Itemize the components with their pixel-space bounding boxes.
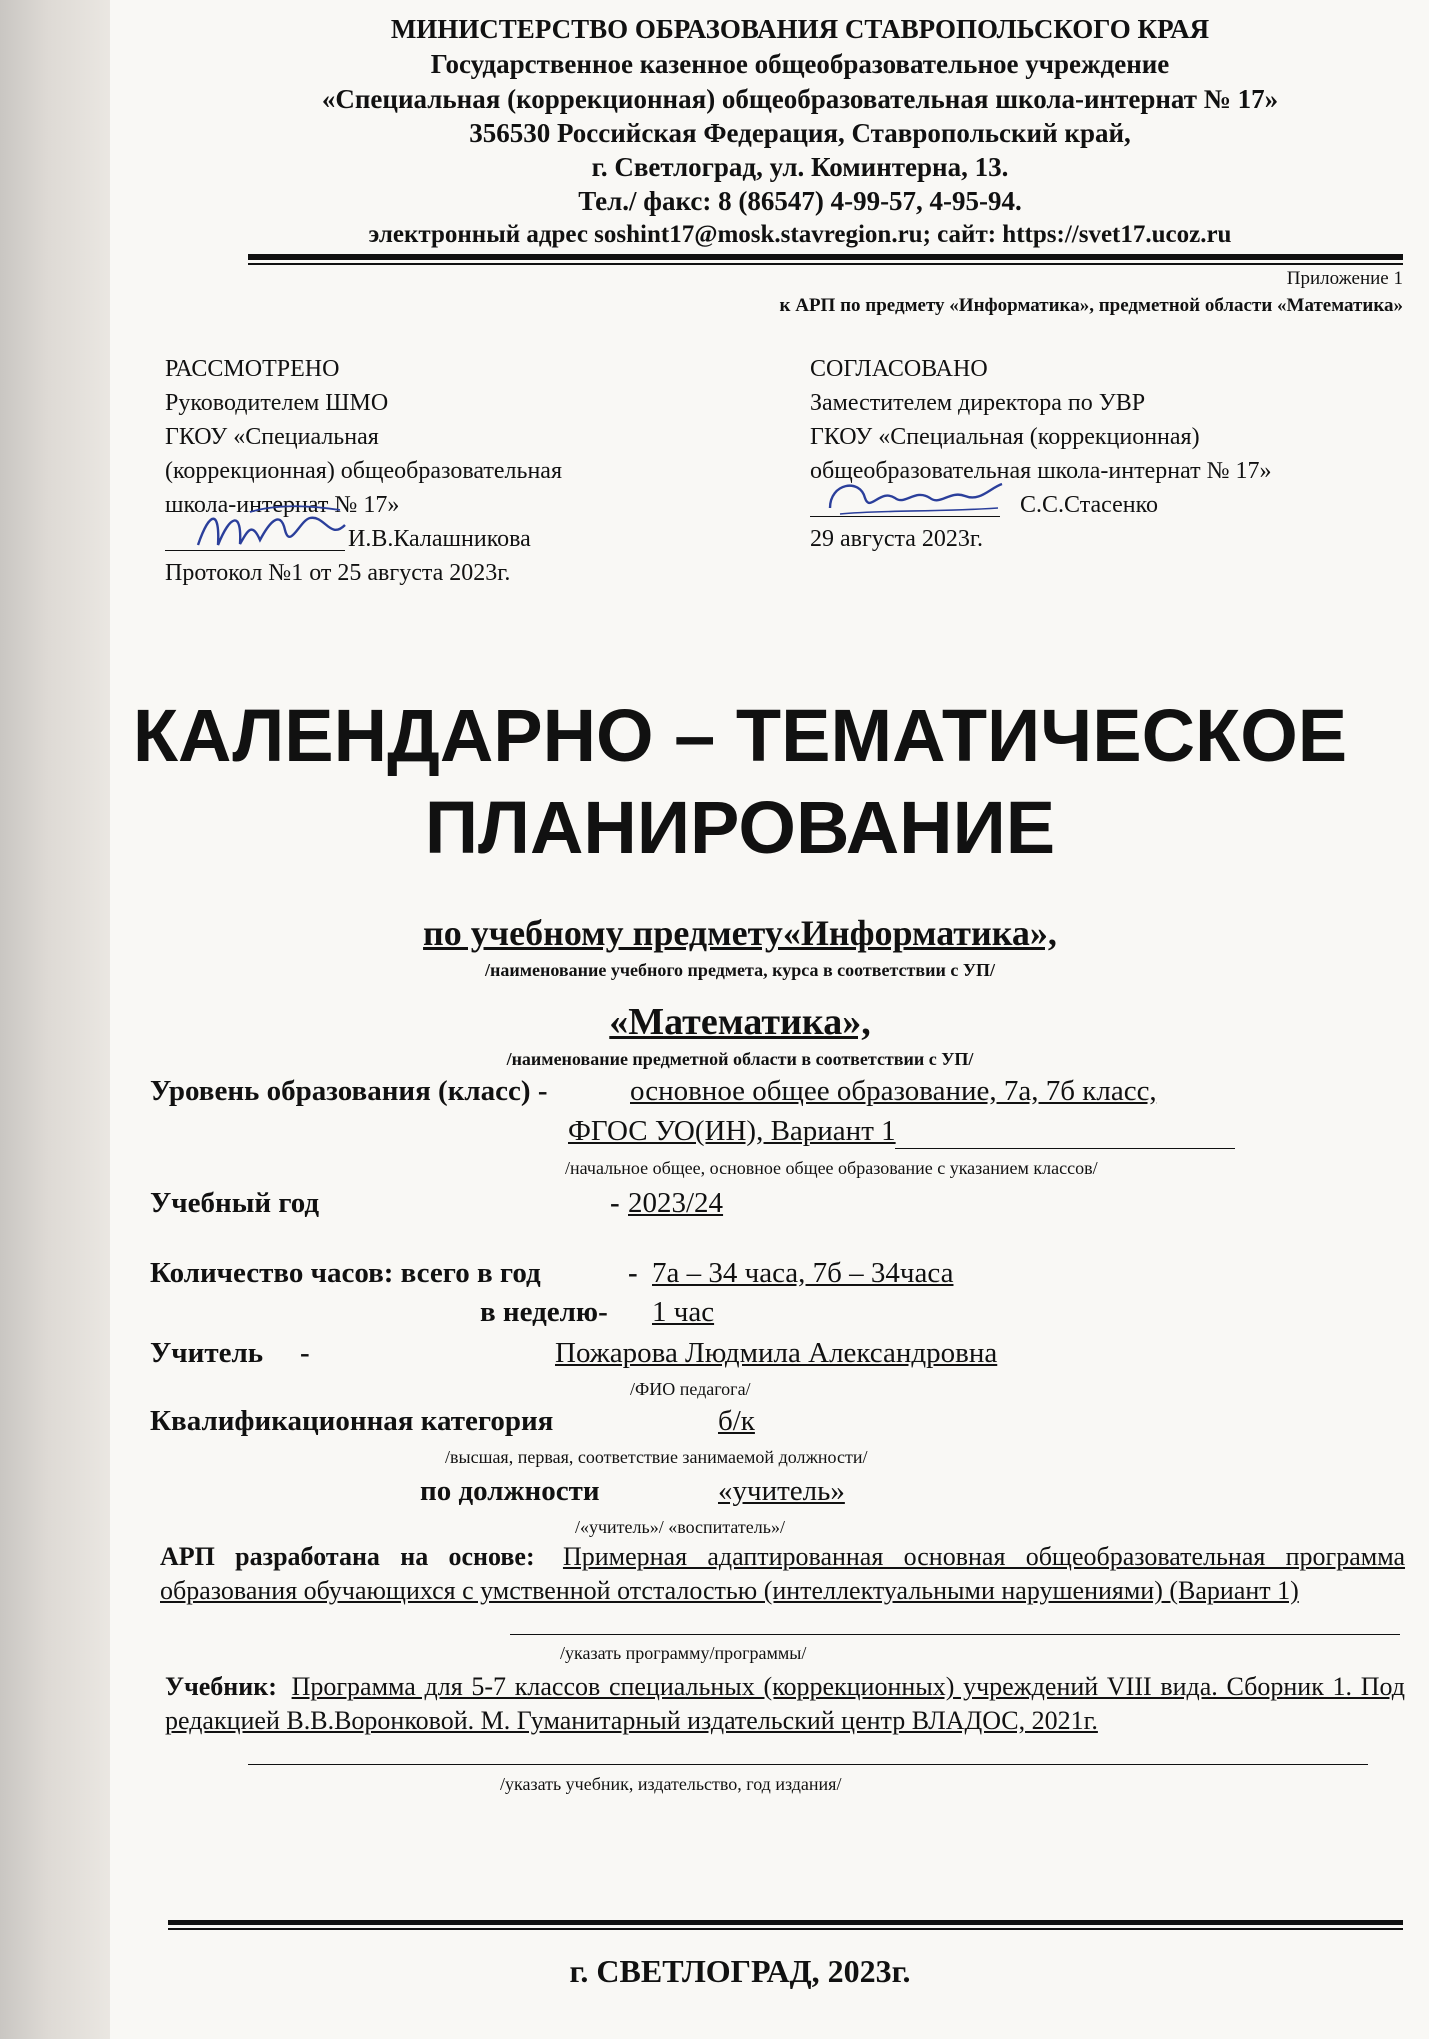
appendix-reference: к АРП по предмету «Информатика», предметной области «Математика»	[779, 295, 1403, 316]
approval-right-line-1: Заместителем директора по УВР	[810, 390, 1146, 416]
year-label: Учебный год	[150, 1187, 320, 1219]
teacher-value: Пожарова Людмила Александровна	[555, 1337, 998, 1369]
teacher-dash: -	[300, 1337, 310, 1369]
subject-note: /наименование учебного предмета, курса в соответствии с УП/	[484, 960, 996, 980]
hours-value: 7а – 34 часа, 7б – 34часа	[652, 1257, 954, 1289]
approval-left-line-4: школа-интернат № 17»	[165, 492, 400, 518]
teacher-note: /ФИО педагога/	[630, 1379, 751, 1399]
level-value-1: основное общее образование, 7а, 7б класс,	[630, 1075, 1157, 1107]
approval-left-heading: РАССМОТРЕНО	[165, 356, 340, 382]
textbook-fill-line	[248, 1764, 1368, 1765]
email-website: электронный адрес soshint17@mosk.stavregion.ru; сайт: https://svet17.ucoz.ru	[368, 221, 1232, 248]
subject-name: по учебному предмету«Информатика»,	[423, 913, 1057, 953]
institution-name: «Специальная (коррекционная) общеобразовательная школа-интернат № 17»	[321, 84, 1279, 114]
approval-left-line-1: Руководителем ШМО	[165, 390, 389, 416]
textbook-block	[165, 1670, 1405, 1738]
hours-week-value: 1 час	[652, 1296, 715, 1328]
textbook-label: Учебник:	[165, 1672, 277, 1701]
footer-rule-thin	[168, 1928, 1403, 1930]
program-block	[160, 1540, 1405, 1608]
textbook-text: Программа для 5-7 классов специальных (коррекционных) учреждений VIII вида. Сборник 1. Под редакцией В.В.Воронковой. М. Гуманитарный издательский центр ВЛАДОС, 2021г.	[165, 1672, 1405, 1735]
position-label: по должности	[420, 1475, 600, 1507]
qualification-value: б/к	[718, 1405, 755, 1437]
approval-right-heading: СОГЛАСОВАНО	[810, 356, 988, 382]
address-line-2: г. Светлоград, ул. Коминтерна, 13.	[591, 152, 1009, 182]
approval-left-signature	[190, 500, 360, 560]
approval-right-signer: С.С.Стасенко	[1020, 492, 1159, 518]
ministry-heading: МИНИСТЕРСТВО ОБРАЗОВАНИЯ СТАВРОПОЛЬСКОГО КРАЯ	[390, 14, 1210, 44]
header-rule-thick	[248, 254, 1403, 260]
approval-left-line-3: (коррекционная) общеобразовательная	[165, 458, 562, 484]
approval-left-protocol: Протокол №1 от 25 августа 2023г.	[165, 560, 511, 586]
footer-rule-thick	[168, 1920, 1403, 1925]
level-value-2: ФГОС УО(ИН), Вариант 1	[568, 1115, 896, 1147]
approval-left-signer: И.В.Калашникова	[348, 526, 531, 552]
document-title-line-2: ПЛАНИРОВАНИЕ	[424, 786, 1056, 869]
hours-week-label: в неделю-	[480, 1296, 608, 1328]
qualification-note: /высшая, первая, соответствие занимаемой должности/	[445, 1447, 868, 1467]
position-note: /«учитель»/ «воспитатель»/	[575, 1517, 785, 1537]
appendix-number: Приложение 1	[1286, 268, 1403, 289]
program-fill-line	[510, 1634, 1400, 1635]
program-note: /указать программу/программы/	[560, 1643, 807, 1663]
address-line-1: 356530 Российская Федерация, Ставропольский край,	[469, 118, 1131, 148]
approval-right-signature	[820, 468, 1010, 528]
teacher-label: Учитель	[150, 1337, 264, 1369]
approval-right-line-3: общеобразовательная школа-интернат № 17»	[810, 458, 1272, 484]
phone-fax: Тел./ факс: 8 (86547) 4-99-57, 4-95-94.	[578, 186, 1022, 216]
subject-area-note: /наименование предметной области в соответствии с УП/	[506, 1049, 974, 1069]
institution-type: Государственное казенное общеобразовательное учреждение	[430, 49, 1170, 79]
subject-area: «Математика»,	[609, 1001, 871, 1043]
hours-dash: -	[628, 1257, 638, 1289]
program-label: АРП разработана на основе:	[160, 1542, 535, 1571]
level-note: /начальное общее, основное общее образование с указанием классов/	[565, 1158, 1098, 1178]
header-rule-thin	[248, 263, 1403, 265]
level-label: Уровень образования (класс) -	[150, 1075, 548, 1107]
footer-city-year: г. СВЕТЛОГРАД, 2023г.	[569, 1953, 911, 1989]
position-value: «учитель»	[718, 1475, 845, 1507]
hours-label: Количество часов: всего в год	[150, 1257, 541, 1289]
approval-right-date: 29 августа 2023г.	[810, 526, 984, 552]
document-title-line-1: КАЛЕНДАРНО – ТЕМАТИЧЕСКОЕ	[132, 694, 1348, 777]
textbook-note: /указать учебник, издательство, год издания/	[500, 1774, 842, 1794]
year-value: 2023/24	[628, 1187, 724, 1219]
qualification-label: Квалификационная категория	[150, 1405, 554, 1437]
approval-left-line-2: ГКОУ «Специальная	[165, 424, 379, 450]
year-dash: -	[610, 1187, 620, 1219]
level-fill-line	[895, 1148, 1235, 1149]
program-text: Примерная адаптированная основная общеобразовательная программа образования обучающихся с умственной отсталостью (интеллектуальными нарушениями) (Вариант 1)	[160, 1542, 1406, 1605]
approval-right-line-2: ГКОУ «Специальная (коррекционная)	[810, 424, 1200, 450]
